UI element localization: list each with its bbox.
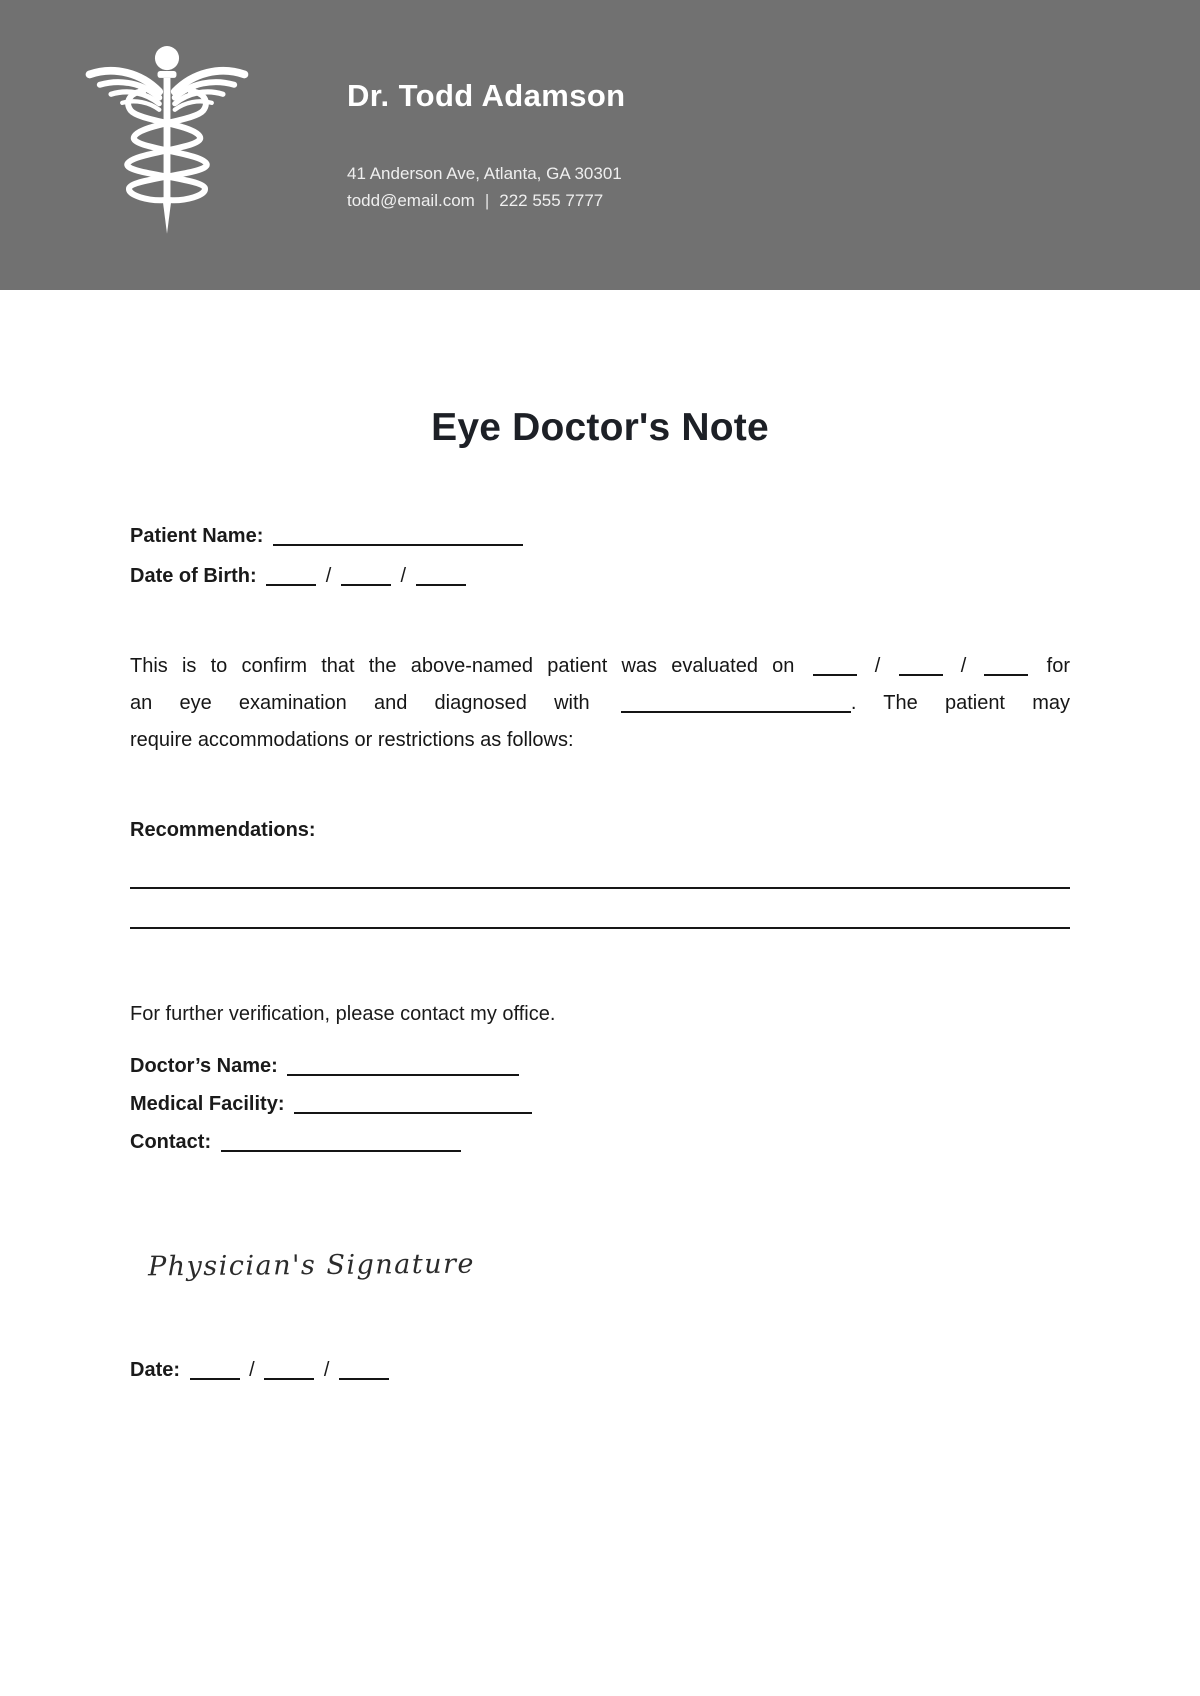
dob-day-blank[interactable] xyxy=(341,572,391,586)
letterhead-banner xyxy=(0,0,1200,290)
recommendations-row xyxy=(130,816,1070,844)
contact-row xyxy=(130,1128,1070,1156)
contact-separator: | xyxy=(484,191,490,210)
date-day-blank[interactable] xyxy=(264,1366,314,1380)
slash-separator: / xyxy=(874,655,881,677)
contact-label: Contact: xyxy=(130,1131,212,1153)
medical-facility-label: Medical Facility: xyxy=(130,1093,285,1115)
date-month-blank[interactable] xyxy=(190,1366,240,1380)
slash-separator: / xyxy=(960,655,967,677)
dob-month-blank[interactable] xyxy=(266,572,316,586)
practice-contact-block xyxy=(347,160,622,214)
medical-facility-blank[interactable] xyxy=(294,1100,532,1114)
slash-separator: / xyxy=(323,1359,330,1381)
doctor-name-heading: Dr. Todd Adamson xyxy=(347,78,626,113)
verification-note: For further verification, please contact my office. xyxy=(130,1003,556,1025)
doctor-name-blank[interactable] xyxy=(287,1062,519,1076)
evaluation-month-blank[interactable] xyxy=(813,662,857,676)
practice-address: 41 Anderson Ave, Atlanta, GA 30301 xyxy=(347,164,622,183)
slash-separator: / xyxy=(325,565,332,587)
doctor-name-label: Doctor’s Name: xyxy=(130,1055,278,1077)
doctor-name-row xyxy=(130,1052,1070,1080)
contact-blank[interactable] xyxy=(221,1138,461,1152)
evaluation-day-blank[interactable] xyxy=(899,662,943,676)
confirmation-paragraph xyxy=(130,648,1070,759)
date-row xyxy=(130,1356,1070,1384)
recommendations-writing-line-2[interactable] xyxy=(130,927,1070,929)
paragraph-text: . The patient may xyxy=(850,692,1070,714)
practice-phone: 222 555 7777 xyxy=(499,191,604,210)
medical-facility-row xyxy=(130,1090,1070,1118)
date-of-birth-label: Date of Birth: xyxy=(130,565,257,587)
recommendations-writing-line-1[interactable] xyxy=(130,887,1070,889)
caduceus-icon xyxy=(78,40,256,238)
paragraph-text: This is to confirm that the above-named patient was evaluated on xyxy=(130,655,795,677)
evaluation-year-blank[interactable] xyxy=(984,662,1028,676)
paragraph-text: for xyxy=(1046,655,1070,677)
page-title: Eye Doctor's Note xyxy=(431,406,769,449)
date-label: Date: xyxy=(130,1359,181,1381)
slash-separator: / xyxy=(249,1359,255,1381)
recommendations-label: Recommendations: xyxy=(130,819,316,841)
patient-name-row xyxy=(130,522,1070,550)
diagnosis-blank[interactable] xyxy=(621,699,851,713)
slash-separator: / xyxy=(400,565,407,587)
practice-contact-line xyxy=(347,187,622,214)
paragraph-line-2 xyxy=(130,685,1070,722)
practice-email: todd@email.com xyxy=(347,191,475,210)
date-year-blank[interactable] xyxy=(339,1366,389,1380)
physician-signature-script: Physician's Signature xyxy=(147,1248,476,1283)
date-of-birth-row xyxy=(130,562,1070,590)
dob-year-blank[interactable] xyxy=(416,572,466,586)
paragraph-line-1 xyxy=(130,648,1070,685)
patient-name-label: Patient Name: xyxy=(130,525,264,547)
patient-name-blank[interactable] xyxy=(273,532,523,546)
paragraph-line-3: require accommodations or restrictions as follows: xyxy=(130,729,574,751)
paragraph-text: an eye examination and diagnosed with xyxy=(130,692,590,714)
